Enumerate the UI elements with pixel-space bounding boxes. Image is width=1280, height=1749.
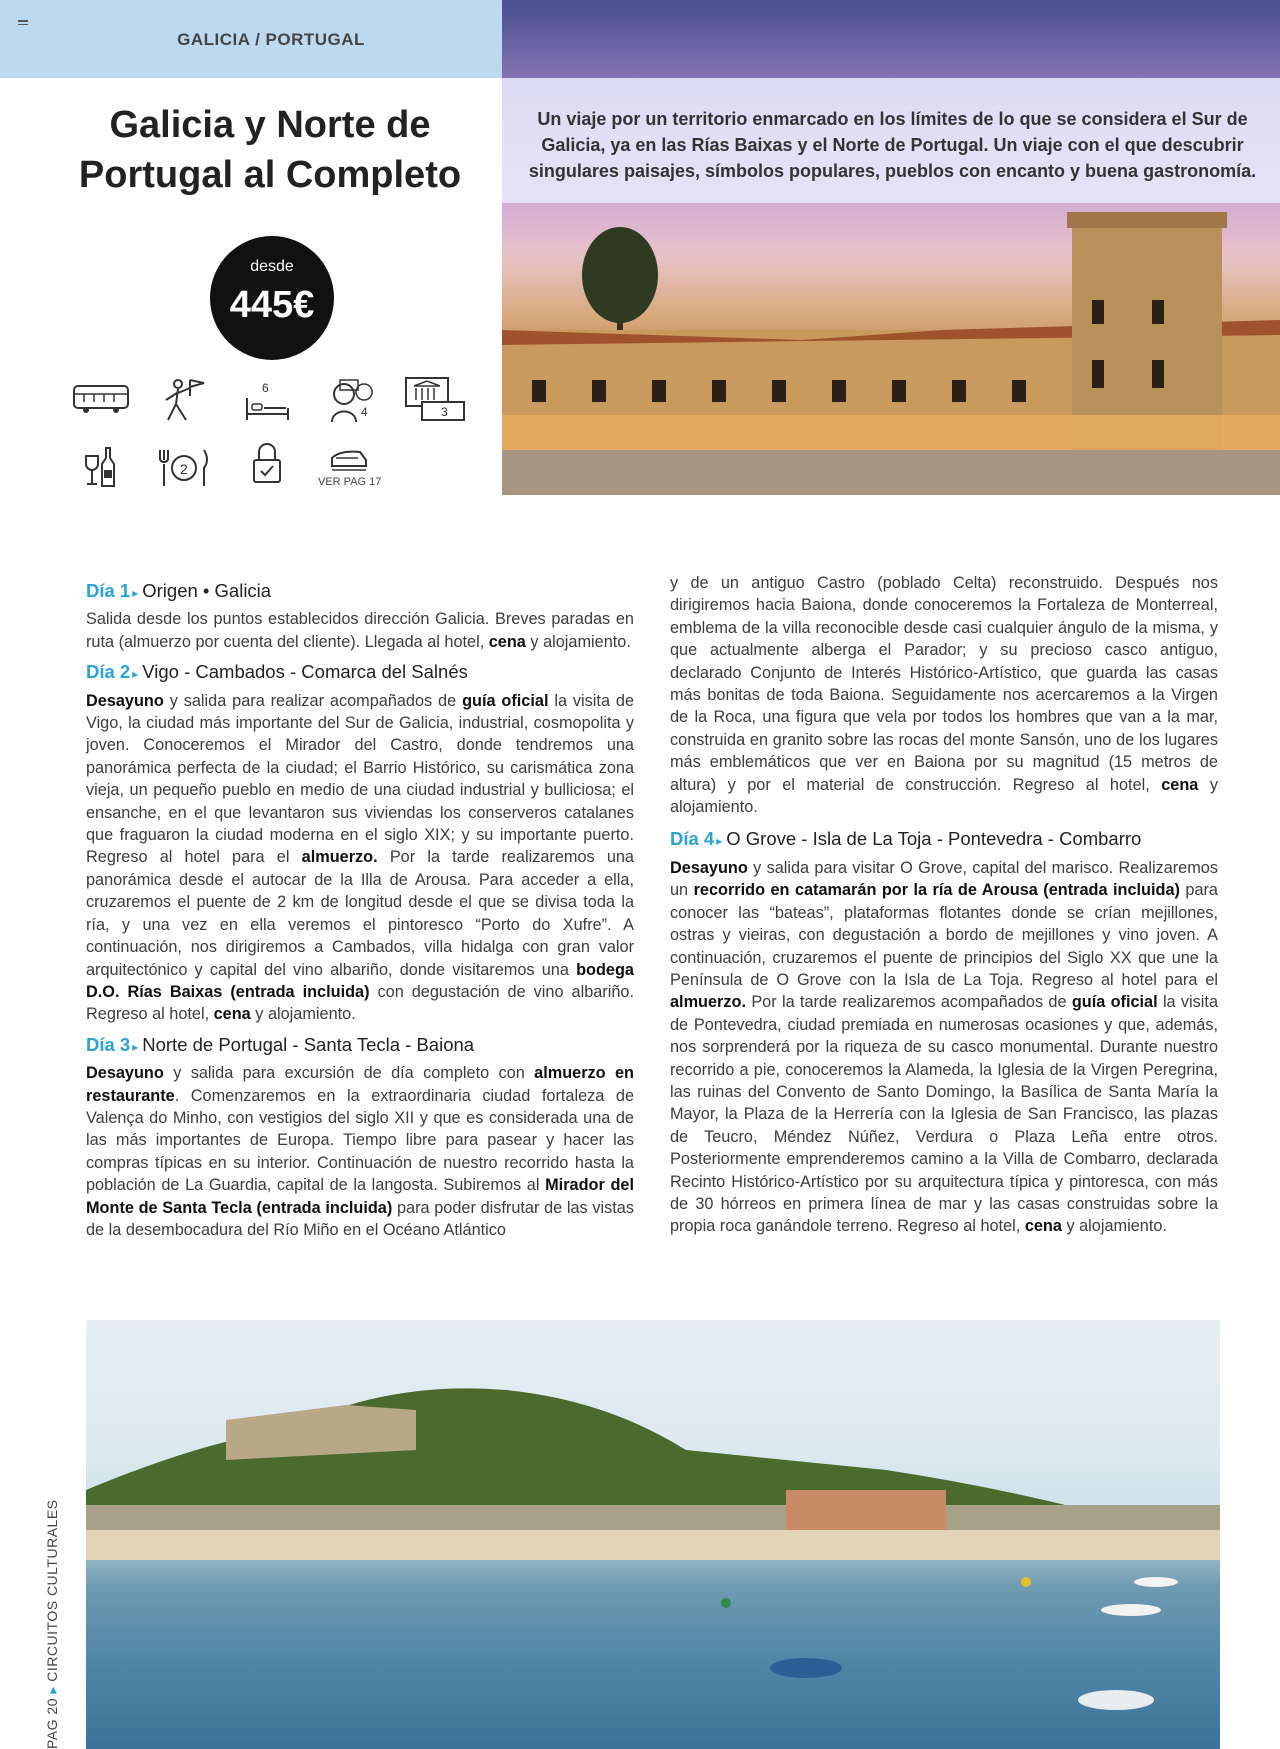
see-page-link[interactable]: VER PAG 17 <box>318 476 382 488</box>
hotel-night-icon <box>244 378 292 424</box>
day-4-label: Día 4 <box>670 828 715 850</box>
day-1-title: Origen • Galicia <box>142 580 272 601</box>
day-1-label: Día 1 <box>86 580 131 601</box>
bus-icon <box>72 382 132 416</box>
day-1-text: Salida desde los puntos establecidos dirección Galicia. Breves paradas en ruta (almuerzo por cuenta del cliente). Llegada al hotel, cena y alojamiento. <box>86 610 634 651</box>
trip-title <box>60 100 480 200</box>
bottom-photo-baiona <box>86 1320 1220 1749</box>
day-2-title: Vigo - Cambados - Comarca del Salnés <box>142 661 468 683</box>
day-2-text: Desayuno y salida para realizar acompañados de guía oficial la visita de Vigo, la ciudad más importante del Sur de Galicia, industrial, cosmopolita y joven. Conoceremos el Mirador del Castro, donde tendremos una panorámica perfecta de la ciudad; el Barrio Histórico, su carismática zona vieja, un pequeño pueblo en medio de una ciudad industrial y bulliciosa; el ensanche, en el que levantaron sus viviendas los conserveros catalanes que fraguaron la ciudad moderna en el siglo XIX; y su importante puerto. Regreso al hotel para el almuerzo. Por la tarde realizaremos una panorámica desde el autocar de la Illa de Arousa. Para acceder a ella, cruzaremos el puente de 2 km de longitud desde el que se divisa toda la ría, y una vez en ella veremos el pintoresco “Porto do Xufre”. A continuación, nos dirigiremos a Cambados, villa hidalga con gran valor arquitectónico y capital del vino albariño, donde visitaremos una bodega D.O. Rías Baixas (entrada incluida) con degustación de vino albariño. Regreso al hotel, cena y alojamiento. <box>86 691 634 1024</box>
audio-guide-icon <box>326 378 378 424</box>
insurance-icon <box>252 442 282 484</box>
arrow-icon: ▸ <box>716 834 723 849</box>
page-footer <box>44 1500 61 1749</box>
day-3-text-continued: y de un antiguo Castro (poblado Celta) reconstruido. Después nos dirigiremos hacia Baiona, donde conoceremos la Fortaleza de Monterreal, emblema de la villa reconocible desde casi cualquier ángulo de la misma, y que actualmente alberga el Parador; y su precioso casco antiguo, declarado Conjunto de Interés Histórico-Artístico, que guarda las casas más bonitas de toda Baiona. Seguidamente nos acercaremos a la Virgen de la Roca, una figura que vela por todos los hombres que van a la mar, construida en granito sobre las rocas del monte Sansón, uno de los lugares más emblemáticos que ver en Baiona por su magnitud (15 metros de altura) y por el material de construcción. Regreso al hotel, cena y alojamiento. <box>670 574 1218 817</box>
audio-guide-count: 4 <box>361 405 368 419</box>
train-icon <box>330 448 368 472</box>
menu-icon <box>18 20 28 28</box>
page-number: PAG 20 <box>44 1698 60 1749</box>
day-4-text: Desayuno y salida para visitar O Grove, capital del marisco. Realizaremos un recorrido en catamarán por la ría de Arousa (entrada incluida) para conocer las “bateas”, plataformas flotantes donde se crían mejillones, ostras y vieiras, con degustación a bordo de mejillones y vino joven. A continuación, cruzaremos el puente de principios del Siglo XX que une la Península de O Grove con la Isla de La Toja. Regreso al hotel para el almuerzo. Por la tarde realizaremos acompañados de guía oficial la visita de Pontevedra, ciudad premiada en numerosas ocasiones y que, además, nos sorprenderá por la riqueza de su casco monumental. Durante nuestro recorrido a pie, conoceremos la Alameda, la Iglesia de la Virgen Peregrina, las ruinas del Convento de Santo Domingo, la Basílica de Santa María la Mayor, la Plaza de la Herrería con la Iglesia de San Francisco, las plazas de Teucro, Méndez Núñez, Verdura o Plaza Leña entre otros. Posteriormente emprenderemos camino a la Villa de Combarro, declarada Recinto Histórico-Artístico por su arquitectura típica y pintoresca, con más de 30 hórreos en primera línea de mar y las casas construidas sobre la propia roca ganándole terreno. Regreso al hotel, cena y alojamiento. <box>670 858 1219 1236</box>
hero-photo-castle <box>502 0 1280 495</box>
tickets-count: 3 <box>441 405 448 419</box>
section-name: CIRCUITOS CULTURALES <box>44 1499 60 1682</box>
day-4-title: O Grove - Isla de La Toja - Pontevedra - Combarro <box>726 828 1142 850</box>
price-from-label: desde <box>250 258 294 275</box>
day-2-heading <box>86 661 634 685</box>
trip-intro: Un viaje por un territorio enmarcado en los límites de lo que se considera el Sur de Galicia, ya en las Rías Baixas y el Norte de Portugal. Un viaje con el que descubrir singulares paisajes, símbolos populares, pueblos con encanto y buena gastronomía. <box>528 109 1257 181</box>
wine-icon <box>82 446 118 490</box>
day-3-label: Día 3 <box>86 1033 131 1055</box>
guide-icon <box>160 376 210 424</box>
arrow-icon: ▸ <box>44 1686 60 1694</box>
castle-illustration <box>502 0 1280 495</box>
arrow-icon: ▸ <box>132 586 139 600</box>
arrow-icon: ▸ <box>132 1039 139 1054</box>
price-badge <box>210 236 334 360</box>
trip-title-line1: Galicia y Norte de <box>109 104 431 146</box>
price-value: 445€ <box>229 284 315 326</box>
day-3-heading <box>86 1034 634 1058</box>
day-4-heading <box>670 828 1218 852</box>
hotel-nights-count: 6 <box>262 381 269 395</box>
day-3-title: Norte de Portugal - Santa Tecla - Baiona <box>142 1033 475 1055</box>
day-3-text: Desayuno y salida para excursión de día completo con almuerzo en restaurante. Comenzaremos en la extraordinaria ciudad fortaleza de Valença do Minho, con vestigios del siglo XII y que es considerada una de las más importantes de Europa. Tiempo libre para pasear y hacer las compras típicas en su interior. Continuación de nuestro recorrido hasta la población de La Guardia, capital de la langosta. Subiremos al Mirador del Monte de Santa Tecla (entrada incluida) para poder disfrutar de las vistas de la desembocadura del Río Miño en el Océano Atlántico <box>86 1064 634 1239</box>
itinerary-right-column <box>670 572 1218 1238</box>
day-1-heading <box>86 580 634 604</box>
arrow-icon: ▸ <box>132 667 139 682</box>
tickets-icon <box>404 376 468 424</box>
meals-icon <box>156 446 212 490</box>
meals-count: 2 <box>180 461 188 477</box>
baiona-illustration <box>86 1320 1220 1749</box>
region-label: GALICIA / PORTUGAL <box>177 30 365 49</box>
itinerary-left-column <box>86 574 634 1241</box>
day-2-label: Día 2 <box>86 661 131 683</box>
trip-title-line2: Portugal al Completo <box>78 154 462 196</box>
